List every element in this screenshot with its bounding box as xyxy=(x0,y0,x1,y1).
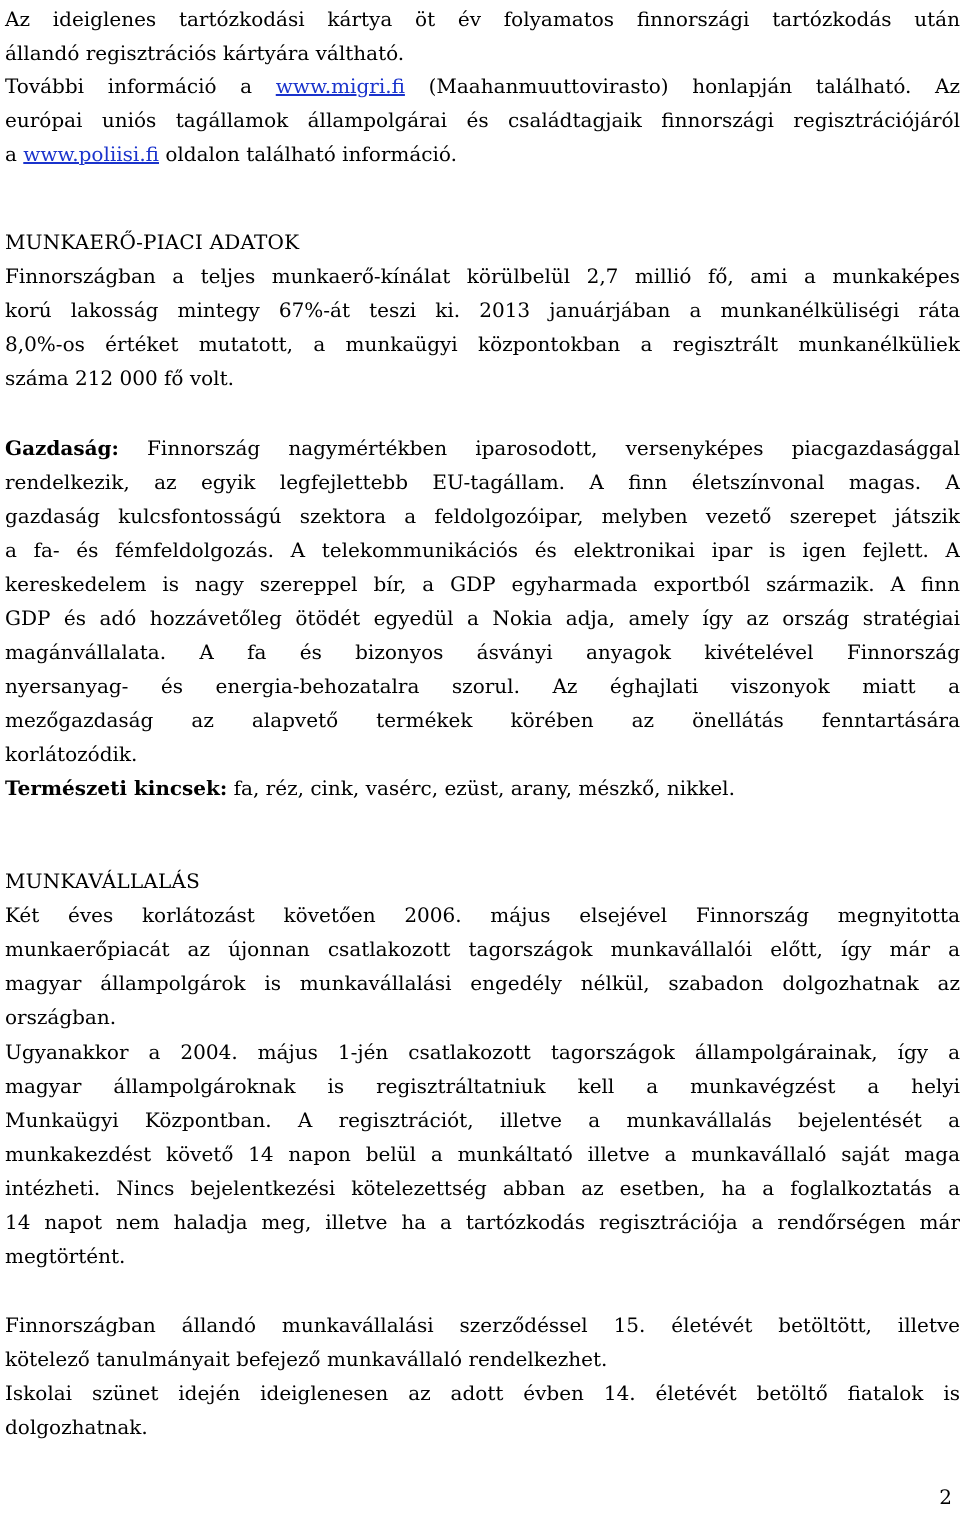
gazdasag-line: rendelkezik, az egyik legfejlettebb EU-tagállam. A finn életszínvonal magas. A xyxy=(5,470,960,494)
munkavallalas-p2-line: magyar állampolgároknak is regisztráltatniuk kell a munkavégzést a helyi xyxy=(5,1074,960,1098)
munkavallalas-p2-line: munkakezdést követő 14 napon belül a munkáltató illetve a munkavállaló saját maga xyxy=(5,1142,960,1166)
intro-line-2: állandó regisztrációs kártyára váltható. xyxy=(5,41,405,65)
intro-line-5-pre: a xyxy=(5,142,24,166)
munkavallalas-p4-line: dolgozhatnak. xyxy=(5,1415,148,1439)
section-heading-munkaero: MUNKAERŐ-PIACI ADATOK xyxy=(5,230,300,254)
munkavallalas-p1-line: munkaerőpiacát az újonnan csatlakozott tagországok munkavállalói előtt, így már a xyxy=(5,937,960,961)
kincsek-text: fa, réz, cink, vasérc, ezüst, arany, mészkő, nikkel. xyxy=(227,776,735,800)
munkavallalas-p2-line: Munkaügyi Központban. A regisztrációt, illetve a munkavállalás bejelentését a xyxy=(5,1108,960,1132)
gazdasag-line: GDP és adó hozzávetőleg ötödét egyedül a Nokia adja, amely így az ország stratégiai xyxy=(5,606,960,630)
munkavallalas-p3-line: Finnországban állandó munkavállalási szerződéssel 15. életévét betöltött, illetve xyxy=(5,1313,960,1337)
kincsek-line xyxy=(5,771,960,805)
gazdasag-line: nyersanyag- és energia-behozatalra szorul. Az éghajlati viszonyok miatt a xyxy=(5,674,960,698)
intro-line-4: európai uniós tagállamok állampolgárai és családtagjaik finnországi regisztrációjáról xyxy=(5,108,960,132)
intro-line-3-pre: További információ a xyxy=(5,74,276,98)
munkaero-line: száma 212 000 fő volt. xyxy=(5,366,234,390)
gazdasag-line: gazdaság kulcsfontosságú szektora a feldolgozóipar, melyben vezető szerepet játszik xyxy=(5,504,960,528)
munkavallalas-p3-line: kötelező tanulmányait befejező munkavállaló rendelkezhet. xyxy=(5,1347,608,1371)
gazdasag-line: magánvállalata. A fa és bizonyos ásványi anyagok kivételével Finnország xyxy=(5,640,960,664)
gazdasag-line: a fa- és fémfeldolgozás. A telekommunikációs és elektronikai ipar is igen fejlett. A xyxy=(5,538,960,562)
munkavallalas-p2-line: intézheti. Nincs bejelentkezési kötelezettség abban az esetben, ha a foglalkoztatás a xyxy=(5,1176,960,1200)
munkavallalas-p2-line: megtörtént. xyxy=(5,1244,126,1268)
gazdasag-label: Gazdaság: xyxy=(5,436,119,460)
section-heading-munkavallalas: MUNKAVÁLLALÁS xyxy=(5,869,200,893)
munkavallalas-p1-line: Két éves korlátozást követően 2006. május elsejével Finnország megnyitotta xyxy=(5,903,960,927)
intro-line-1: Az ideiglenes tartózkodási kártya öt év folyamatos finnországi tartózkodás után xyxy=(5,7,960,31)
munkavallalas-p2-line: 14 napot nem haladja meg, illetve ha a tartózkodás regisztrációja a rendőrségen már xyxy=(5,1210,960,1234)
munkavallalas-p2-line: Ugyanakkor a 2004. május 1-jén csatlakozott tagországok állampolgárainak, így a xyxy=(5,1040,960,1064)
intro-line-5-post: oldalon található információ. xyxy=(159,142,457,166)
munkaero-line: korú lakosság mintegy 67%-át teszi ki. 2013 januárjában a munkanélküliségi ráta xyxy=(5,298,960,322)
munkavallalas-p1-line: országban. xyxy=(5,1005,117,1029)
munkavallalas-p4-line: Iskolai szünet idején ideiglenesen az adott évben 14. életévét betöltő fiatalok is xyxy=(5,1381,960,1405)
gazdasag-line-1 xyxy=(5,431,960,465)
intro-line-3-post: (Maahanmuuttovirasto) honlapján található. Az xyxy=(404,74,960,98)
kincsek-label: Természeti kincsek: xyxy=(5,776,228,800)
poliisi-link[interactable]: www.poliisi.fi xyxy=(23,142,160,166)
gazdasag-line: korlátozódik. xyxy=(5,742,138,766)
munkavallalas-p1-line: magyar állampolgárok is munkavállalási engedély nélkül, szabadon dolgozhatnak az xyxy=(5,971,960,995)
intro-line-5 xyxy=(5,137,960,171)
intro-line-3 xyxy=(5,69,960,103)
migri-link[interactable]: www.migri.fi xyxy=(275,74,405,98)
munkaero-line: Finnországban a teljes munkaerő-kínálat körülbelül 2,7 millió fő, ami a munkaképes xyxy=(5,264,960,288)
gazdasag-line: kereskedelem is nagy szereppel bír, a GDP egyharmada exportból származik. A finn xyxy=(5,572,960,596)
gazdasag-first-line-text: Finnország nagymértékben iparosodott, versenyképes piacgazdasággal xyxy=(118,436,960,460)
page-number: 2 xyxy=(939,1485,952,1509)
munkaero-line: 8,0%-os értéket mutatott, a munkaügyi központokban a regisztrált munkanélküliek xyxy=(5,332,960,356)
gazdasag-line: mezőgazdaság az alapvető termékek körében az önellátás fenntartására xyxy=(5,708,960,732)
